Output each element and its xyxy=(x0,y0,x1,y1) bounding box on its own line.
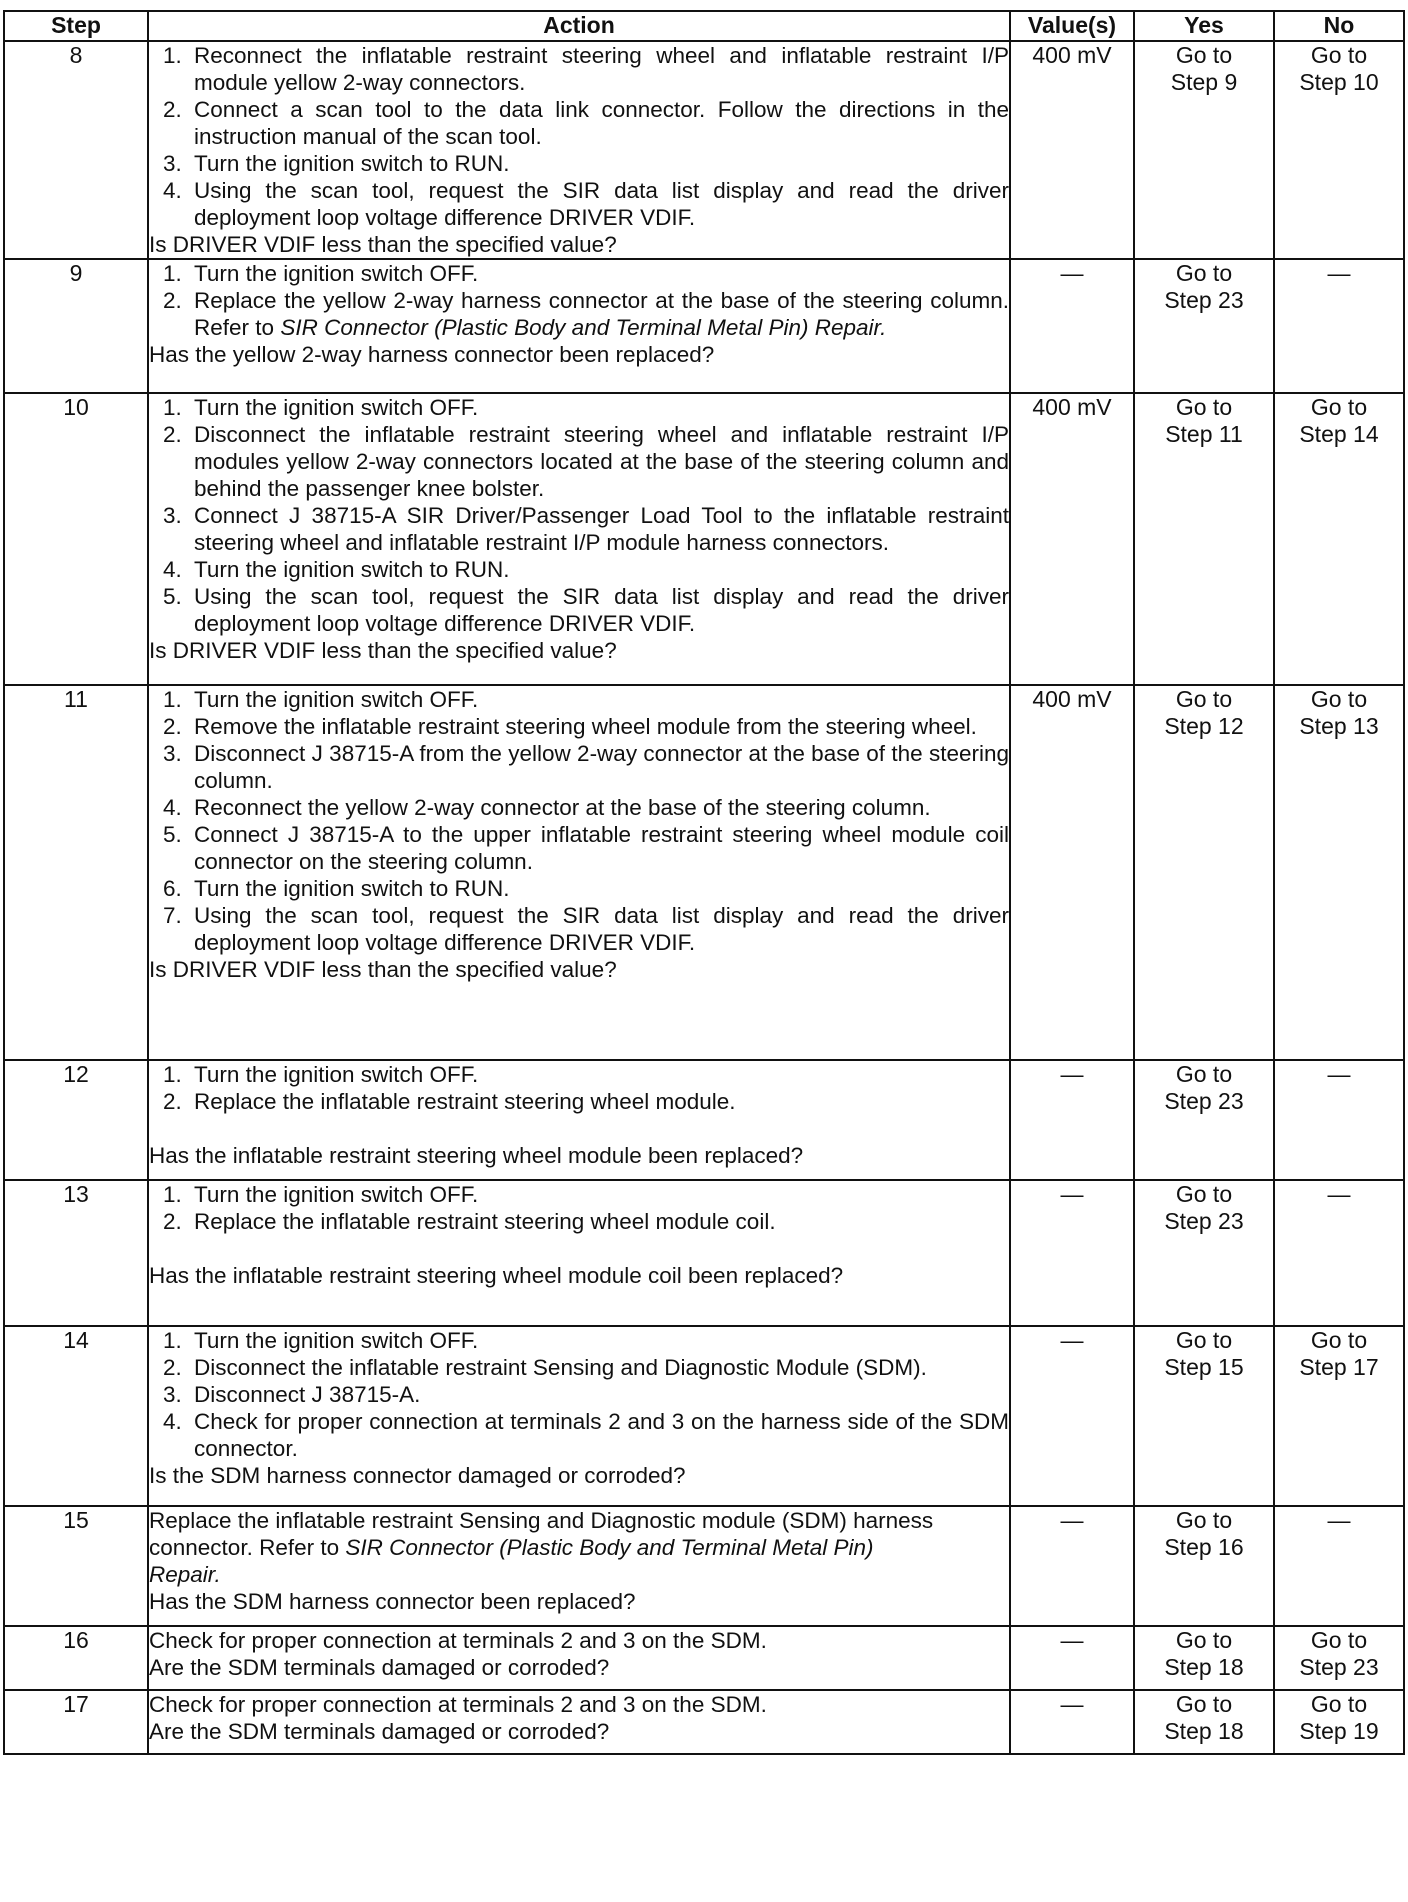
no-dash: — xyxy=(1327,1181,1351,1207)
action-item: Turn the ignition switch OFF. xyxy=(194,1062,479,1087)
yes-line: Go to xyxy=(1175,42,1233,68)
no-cell xyxy=(1274,1180,1404,1326)
yes-line: Go to xyxy=(1175,1507,1233,1533)
no-line: Go to xyxy=(1310,1327,1368,1353)
table-row xyxy=(4,1060,1404,1180)
action-question: Are the SDM terminals damaged or corroded? xyxy=(149,1719,610,1744)
yes-link[interactable]: Step 16 xyxy=(1164,1534,1244,1560)
no-link[interactable]: Step 17 xyxy=(1299,1354,1379,1380)
no-cell xyxy=(1274,1060,1404,1180)
action-item: Reconnect the yellow 2-way connector at the base of the steering column. xyxy=(194,795,931,820)
yes-link[interactable]: Step 9 xyxy=(1170,69,1238,95)
spacer xyxy=(149,1115,1009,1142)
no-cell xyxy=(1274,1326,1404,1506)
action-item: Turn the ignition switch to RUN. xyxy=(194,151,510,176)
yes-line: Go to xyxy=(1175,1327,1233,1353)
action-text-body: Replace the inflatable restraint Sensing and Diagnostic module (SDM) harness connector. Refer to xyxy=(149,1508,934,1560)
no-line: Go to xyxy=(1310,686,1368,712)
no-dash: — xyxy=(1327,1061,1351,1087)
action-item: Turn the ignition switch OFF. xyxy=(194,261,479,286)
step-number: 10 xyxy=(4,393,148,685)
action-item: Disconnect the inflatable restraint steering wheel and inflatable restraint I/P modules yellow 2-way connectors located at the base of the steering column and behind the passenger knee bolster. xyxy=(194,422,1009,501)
action-question: Is DRIVER VDIF less than the specified value? xyxy=(149,638,617,663)
value-cell: — xyxy=(1010,1690,1134,1754)
action-item: Turn the ignition switch to RUN. xyxy=(194,557,510,582)
no-link[interactable]: Step 10 xyxy=(1299,69,1379,95)
action-item: Check for proper connection at terminals 2 and 3 on the harness side of the SDM connector. xyxy=(194,1409,1009,1461)
action-item: Using the scan tool, request the SIR data list display and read the driver deployment loop voltage difference DRIVER VDIF. xyxy=(194,178,1009,230)
yes-cell xyxy=(1134,259,1274,393)
no-link[interactable]: Step 14 xyxy=(1299,421,1379,447)
no-line: Go to xyxy=(1310,394,1368,420)
action-item: Turn the ignition switch OFF. xyxy=(194,1328,479,1353)
step-number: 17 xyxy=(4,1690,148,1754)
repair-reference: SIR Connector (Plastic Body and Terminal Metal Pin) Repair. xyxy=(280,315,887,340)
action-question: Is DRIVER VDIF less than the specified value? xyxy=(149,232,617,257)
action-item: Reconnect the inflatable restraint steering wheel and inflatable restraint I/P module yellow 2-way connectors. xyxy=(194,43,1009,95)
yes-link[interactable]: Step 23 xyxy=(1164,1208,1244,1234)
action-item: Connect J 38715-A to the upper inflatable restraint steering wheel module coil connector on the steering column. xyxy=(194,822,1009,874)
action-item: Replace the inflatable restraint steering wheel module. xyxy=(194,1089,736,1114)
action-cell xyxy=(148,1060,1010,1180)
table-row xyxy=(4,393,1404,685)
action-cell xyxy=(148,393,1010,685)
yes-link[interactable]: Step 23 xyxy=(1164,287,1244,313)
action-item: Using the scan tool, request the SIR data list display and read the driver deployment loop voltage difference DRIVER VDIF. xyxy=(194,584,1009,636)
yes-link[interactable]: Step 18 xyxy=(1164,1718,1244,1744)
action-item: Turn the ignition switch OFF. xyxy=(194,395,479,420)
value-cell: 400 mV xyxy=(1010,393,1134,685)
no-cell xyxy=(1274,1506,1404,1626)
action-question: Has the inflatable restraint steering wheel module been replaced? xyxy=(149,1143,804,1168)
value-cell: — xyxy=(1010,259,1134,393)
header-action: Action xyxy=(148,11,1010,41)
action-cell xyxy=(148,1506,1010,1626)
step-number: 9 xyxy=(4,259,148,393)
yes-line: Go to xyxy=(1175,686,1233,712)
action-question: Is the SDM harness connector damaged or corroded? xyxy=(149,1463,686,1488)
action-item: Connect a scan tool to the data link connector. Follow the directions in the instruction manual of the scan tool. xyxy=(194,97,1009,149)
action-text: Check for proper connection at terminals 2 and 3 on the SDM. xyxy=(149,1692,767,1717)
value-cell: — xyxy=(1010,1326,1134,1506)
no-cell xyxy=(1274,1690,1404,1754)
action-item: Disconnect the inflatable restraint Sensing and Diagnostic Module (SDM). xyxy=(194,1355,927,1380)
no-line: Go to xyxy=(1310,1627,1368,1653)
no-cell xyxy=(1274,41,1404,259)
table-row xyxy=(4,1626,1404,1690)
step-number: 16 xyxy=(4,1626,148,1690)
no-cell xyxy=(1274,685,1404,1060)
table-row xyxy=(4,1690,1404,1754)
yes-line: Go to xyxy=(1175,1627,1233,1653)
action-cell xyxy=(148,1626,1010,1690)
spacer xyxy=(149,1235,1009,1262)
action-item: Turn the ignition switch OFF. xyxy=(194,687,479,712)
action-question: Are the SDM terminals damaged or corroded? xyxy=(149,1655,610,1680)
diagnostic-table xyxy=(3,10,1405,1755)
value-cell: 400 mV xyxy=(1010,685,1134,1060)
yes-line: Go to xyxy=(1175,1061,1233,1087)
yes-line: Go to xyxy=(1175,1181,1233,1207)
action-question: Has the SDM harness connector been replaced? xyxy=(149,1589,636,1614)
action-item: Replace the inflatable restraint steering wheel module coil. xyxy=(194,1209,776,1234)
table-row xyxy=(4,685,1404,1060)
table-row xyxy=(4,1180,1404,1326)
yes-link[interactable]: Step 23 xyxy=(1164,1088,1244,1114)
repair-reference: SIR Connector (Plastic Body and Terminal Metal Pin) Repair. xyxy=(149,1535,874,1587)
no-cell xyxy=(1274,1626,1404,1690)
action-item: Turn the ignition switch OFF. xyxy=(194,1182,479,1207)
action-question: Is DRIVER VDIF less than the specified value? xyxy=(149,957,617,982)
header-no: No xyxy=(1274,11,1404,41)
table-row xyxy=(4,1506,1404,1626)
header-row xyxy=(4,11,1404,41)
yes-link[interactable]: Step 11 xyxy=(1165,421,1243,447)
value-cell: — xyxy=(1010,1506,1134,1626)
no-cell xyxy=(1274,393,1404,685)
no-dash: — xyxy=(1327,1507,1351,1533)
yes-cell xyxy=(1134,393,1274,685)
action-cell xyxy=(148,259,1010,393)
action-cell xyxy=(148,1690,1010,1754)
yes-line: Go to xyxy=(1175,394,1233,420)
yes-line: Go to xyxy=(1175,260,1233,286)
no-link[interactable]: Step 19 xyxy=(1299,1718,1379,1744)
action-text: Check for proper connection at terminals 2 and 3 on the SDM. xyxy=(149,1628,767,1653)
table-row xyxy=(4,41,1404,259)
step-number: 11 xyxy=(4,685,148,1060)
action-item: Disconnect J 38715-A. xyxy=(194,1382,421,1407)
yes-cell xyxy=(1134,1626,1274,1690)
value-cell: — xyxy=(1010,1180,1134,1326)
yes-link[interactable]: Step 18 xyxy=(1164,1654,1244,1680)
action-question: Has the inflatable restraint steering wheel module coil been replaced? xyxy=(149,1263,844,1288)
value-cell: 400 mV xyxy=(1010,41,1134,259)
yes-cell xyxy=(1134,1506,1274,1626)
yes-cell xyxy=(1134,1690,1274,1754)
step-number: 14 xyxy=(4,1326,148,1506)
action-item xyxy=(149,287,1009,341)
action-question: Has the yellow 2-way harness connector been replaced? xyxy=(149,342,715,367)
value-cell: — xyxy=(1010,1626,1134,1690)
action-item: Remove the inflatable restraint steering wheel module from the steering wheel. xyxy=(194,714,977,739)
action-cell xyxy=(148,1326,1010,1506)
yes-line: Go to xyxy=(1175,1691,1233,1717)
action-item: Using the scan tool, request the SIR data list display and read the driver deployment loop voltage difference DRIVER VDIF. xyxy=(194,903,1009,955)
header-values: Value(s) xyxy=(1010,11,1134,41)
action-item-text: Replace the yellow 2-way harness connector at the base of the steering column. Refer to xyxy=(194,288,1009,340)
no-line: Go to xyxy=(1310,1691,1368,1717)
no-dash: — xyxy=(1327,260,1351,286)
yes-cell xyxy=(1134,41,1274,259)
yes-cell xyxy=(1134,1180,1274,1326)
step-number: 8 xyxy=(4,41,148,259)
no-cell xyxy=(1274,259,1404,393)
yes-cell xyxy=(1134,1060,1274,1180)
action-cell xyxy=(148,685,1010,1060)
step-number: 13 xyxy=(4,1180,148,1326)
action-item: Turn the ignition switch to RUN. xyxy=(194,876,510,901)
action-item: Connect J 38715-A SIR Driver/Passenger Load Tool to the inflatable restraint steering wheel and inflatable restraint I/P module harness connectors. xyxy=(194,503,1009,555)
yes-cell xyxy=(1134,1326,1274,1506)
yes-cell xyxy=(1134,685,1274,1060)
step-number: 12 xyxy=(4,1060,148,1180)
value-cell: — xyxy=(1010,1060,1134,1180)
yes-link[interactable]: Step 12 xyxy=(1164,713,1244,739)
action-item: Disconnect J 38715-A from the yellow 2-way connector at the base of the steering column. xyxy=(194,741,1009,793)
action-cell xyxy=(148,1180,1010,1326)
no-line: Go to xyxy=(1310,42,1368,68)
header-yes: Yes xyxy=(1134,11,1274,41)
table-row xyxy=(4,1326,1404,1506)
table-row xyxy=(4,259,1404,393)
action-cell xyxy=(148,41,1010,259)
no-link[interactable]: Step 13 xyxy=(1299,713,1379,739)
no-link[interactable]: Step 23 xyxy=(1299,1654,1379,1680)
yes-link[interactable]: Step 15 xyxy=(1164,1354,1244,1380)
action-text xyxy=(149,1507,949,1588)
header-step: Step xyxy=(4,11,148,41)
step-number: 15 xyxy=(4,1506,148,1626)
